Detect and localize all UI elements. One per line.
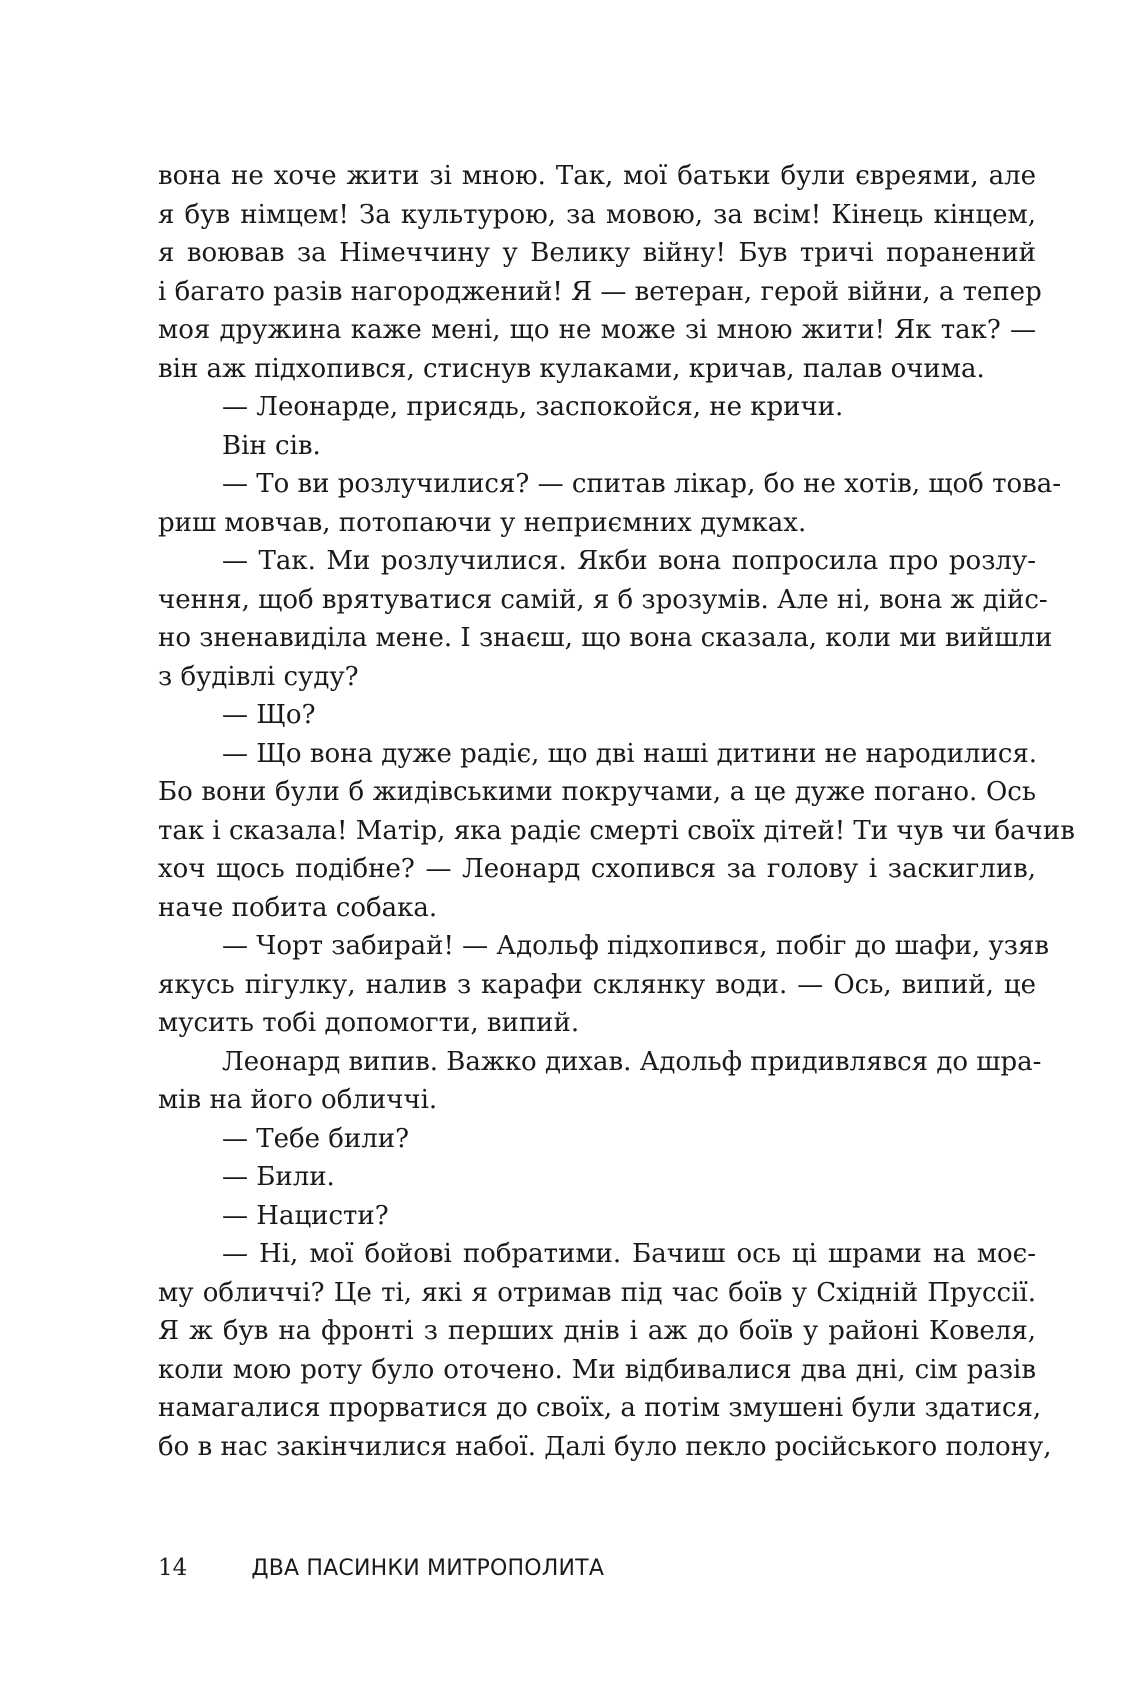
text-line: мів на його обличчі. xyxy=(158,1085,438,1115)
text-line: Леонард випив. Важко дихав. Адольф придивлявся до шра- xyxy=(222,1046,1042,1077)
page-number: 14 xyxy=(158,1555,188,1581)
text-line: но зненавиділа мене. І знаєш, що вона сказала, коли ми вийшли xyxy=(158,623,1053,653)
text-line: — Що вона дуже радіє, що дві наші дитини не народилися. xyxy=(222,738,1038,769)
text-line: — Леонарде, присядь, заспокойся, не кричи. xyxy=(222,392,844,422)
text-line: бо в нас закінчилися набої. Далі було пекло російського полону, xyxy=(158,1431,1052,1462)
text-line: Я ж був на фронті з перших днів і аж до боїв у районі Ковеля, xyxy=(158,1316,1036,1346)
text-line: наче побита собака. xyxy=(158,892,438,923)
text-line: Бо вони були б жидівськими покручами, а це дуже погано. Ось xyxy=(158,777,1036,807)
text-line: якусь пігулку, налив з карафи склянку води. — Ось, випий, це xyxy=(158,969,1036,1000)
text-line: — Били. xyxy=(222,1162,335,1192)
text-line: мусить тобі допомогти, випий. xyxy=(158,1008,580,1038)
text-line: риш мовчав, потопаючи у неприємних думках. xyxy=(158,507,807,538)
text-line: він аж підхопився, стиснув кулаками, кричав, палав очима. xyxy=(158,353,985,384)
text-line: я воював за Німеччину у Велику війну! Був тричі поранений xyxy=(158,238,1036,268)
text-line: — Ні, мої бойові побратими. Бачиш ось ці шрами на моє- xyxy=(222,1239,1036,1269)
text-line: — Тебе били? xyxy=(222,1123,410,1154)
text-line: му обличчі? Це ті, які я отримав під час боїв у Східній Пруссії. xyxy=(158,1277,1036,1308)
text-line: моя дружина каже мені, що не може зі мною жити! Як так? — xyxy=(158,315,1036,345)
page-body xyxy=(158,157,1075,1466)
text-line: так і сказала! Матір, яка радіє смерті своїх дітей! Ти чув чи бачив xyxy=(158,815,1075,846)
text-line: — Нацисти? xyxy=(222,1200,389,1231)
text-line: і багато разів нагороджений! Я — ветеран, герой війни, а тепер xyxy=(158,276,1042,307)
text-line: намагалися прорватися до своїх, а потім змушені були здатися, xyxy=(158,1393,1042,1423)
text-line: — Що? xyxy=(222,700,316,730)
text-line: Він сів. xyxy=(222,430,321,461)
page-footer xyxy=(158,1553,604,1583)
text-line: — То ви розлучилися? — спитав лікар, бо не хотів, щоб това- xyxy=(222,469,1062,499)
text-line: — Чорт забирай! — Адольф підхопився, побіг до шафи, узяв xyxy=(222,931,1049,961)
text-line: коли мою роту було оточено. Ми відбивалися два дні, сім разів xyxy=(158,1354,1036,1385)
text-line: я був німцем! За культурою, за мовою, за всім! Кінець кінцем, xyxy=(158,199,1036,230)
text-line: хоч щось подібне? — Леонард схопився за голову і заскиглив, xyxy=(158,854,1036,884)
text-line: вона не хоче жити зі мною. Так, мої батьки були євреями, але xyxy=(158,161,1036,191)
text-line: — Так. Ми розлучилися. Якби вона попросила про розлу- xyxy=(222,546,1036,576)
text-line: чення, щоб врятуватися самій, я б зрозумів. Але ні, вона ж дійс- xyxy=(158,584,1048,615)
text-line: з будівлі суду? xyxy=(158,661,359,692)
running-title: ДВА ПАСИНКИ МИТРОПОЛИТА xyxy=(251,1556,605,1581)
